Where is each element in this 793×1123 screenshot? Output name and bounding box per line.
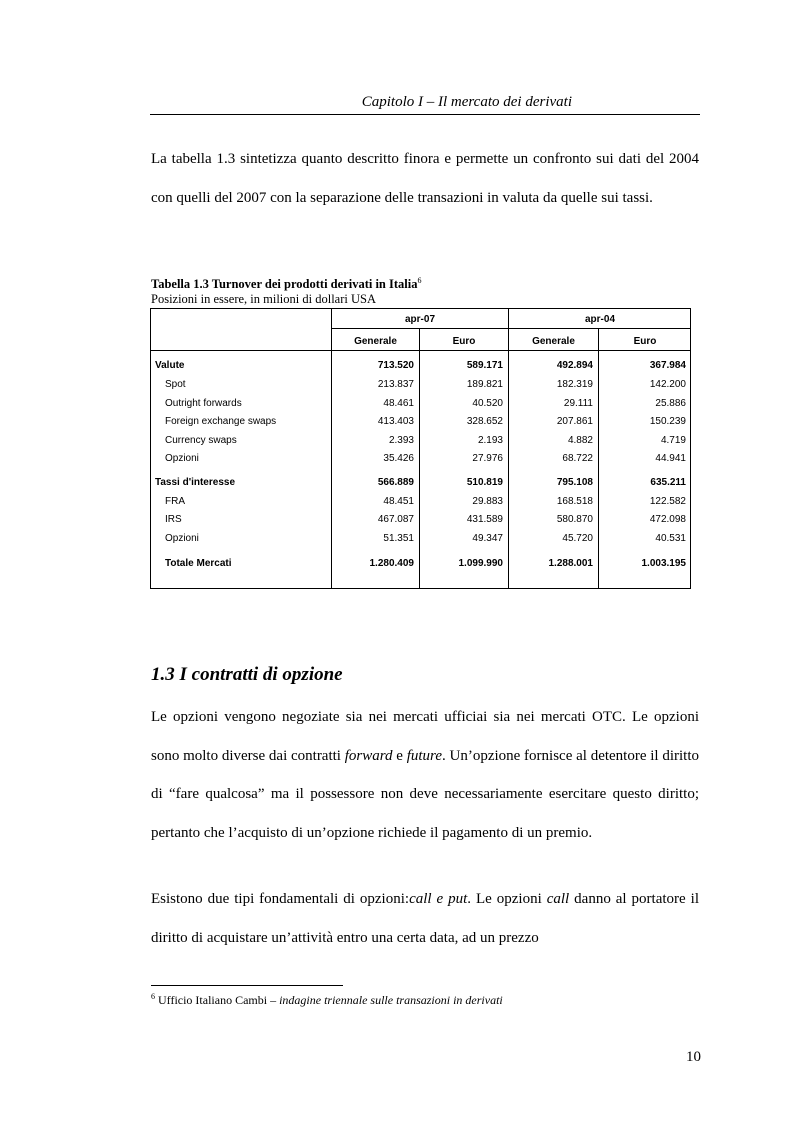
footnote-ref: 6 — [417, 276, 422, 285]
row-label: Valute — [155, 360, 185, 371]
row-label: Currency swaps — [165, 435, 237, 446]
running-header: Capitolo I – Il mercato dei derivati — [361, 94, 572, 110]
footnote-rule — [151, 985, 343, 986]
table-subtitle: Posizioni in essere, in milioni di dollari USA — [151, 292, 376, 306]
header-rule — [150, 114, 700, 115]
row-label: Opzioni — [165, 533, 199, 544]
intro-paragraph: La tabella 1.3 sintetizza quanto descritto finora e permette un confronto sui dati del 2004 con quelli del 2007 con la separazione delle transazioni in valuta da quelle sui tassi. — [151, 151, 699, 206]
row-label: Outright forwards — [165, 398, 242, 409]
row-label: Tassi d'interesse — [155, 477, 236, 488]
turnover-table: apr-07 apr-04 Generale Euro Generale Euro Valute 713.520 589.171 492.894 367.984 Spot 213.837 189.821 182.319 142.200 Outright forwards 48.461 40.520 29.111 25.886 Foreign exchange swaps 413.403 328.652 207.861 150.239 Currency swaps 2.393 2.193 4.882 4.719 Opzioni 35.426 27.976 68.722 44.941 Tassi d'interesse 566.889 510.819 795.108 635.211 FRA 48.451 29.883 168.518 122.582 IRS 467.087 431.589 580.870 472.098 Opzioni 51.351 49.347 45.720 40.531 Totale Mercati 1.280.409 1.099.990 1.288.001 1.003.195 — [150, 308, 691, 589]
row-label: Totale Mercati — [165, 558, 232, 569]
table-caption: Tabella 1.3 Turnover dei prodotti derivati in Italia$^6$ — [151, 276, 422, 292]
options-paragraph: Le opzioni vengono negoziate sia nei mercati ufficiai sia nei mercati OTC. Le opzioni sono molto diverse dai contratti forward e future. Un’opzione fornisce al detentore il diritto di “fare qualcosa” ma il possessore non deve necessariamente esercitare questo diritto; pertanto che l’acquisto di un’opzione richiede il pagamento di un premio. — [151, 709, 699, 841]
col-header: Euro — [452, 336, 476, 347]
row-label: IRS — [165, 514, 182, 525]
row-label: Spot — [165, 379, 186, 390]
page-number: 10 — [686, 1049, 701, 1065]
footnote: $^6$ Ufficio Italiano Cambi – indagine triennale sulle transazioni in derivati — [151, 992, 503, 1007]
period-header-2007: apr-07 — [404, 314, 435, 325]
table-rule — [331, 328, 691, 329]
row-label: FRA — [165, 496, 185, 507]
period-header-2004: apr-04 — [584, 314, 615, 325]
table-rule — [151, 350, 691, 351]
col-header: Euro — [633, 336, 657, 347]
section-title: 1.3 I contratti di opzione — [151, 664, 343, 685]
row-label: Opzioni — [165, 453, 199, 464]
col-header: Generale — [354, 336, 397, 347]
row-label: Foreign exchange swaps — [165, 416, 277, 427]
col-header: Generale — [532, 336, 575, 347]
options-types-paragraph: Esistono due tipi fondamentali di opzioni:call e put. Le opzioni call danno al portatore il diritto di acquistare un’attività entro una certa data, ad un prezzo — [151, 891, 699, 946]
